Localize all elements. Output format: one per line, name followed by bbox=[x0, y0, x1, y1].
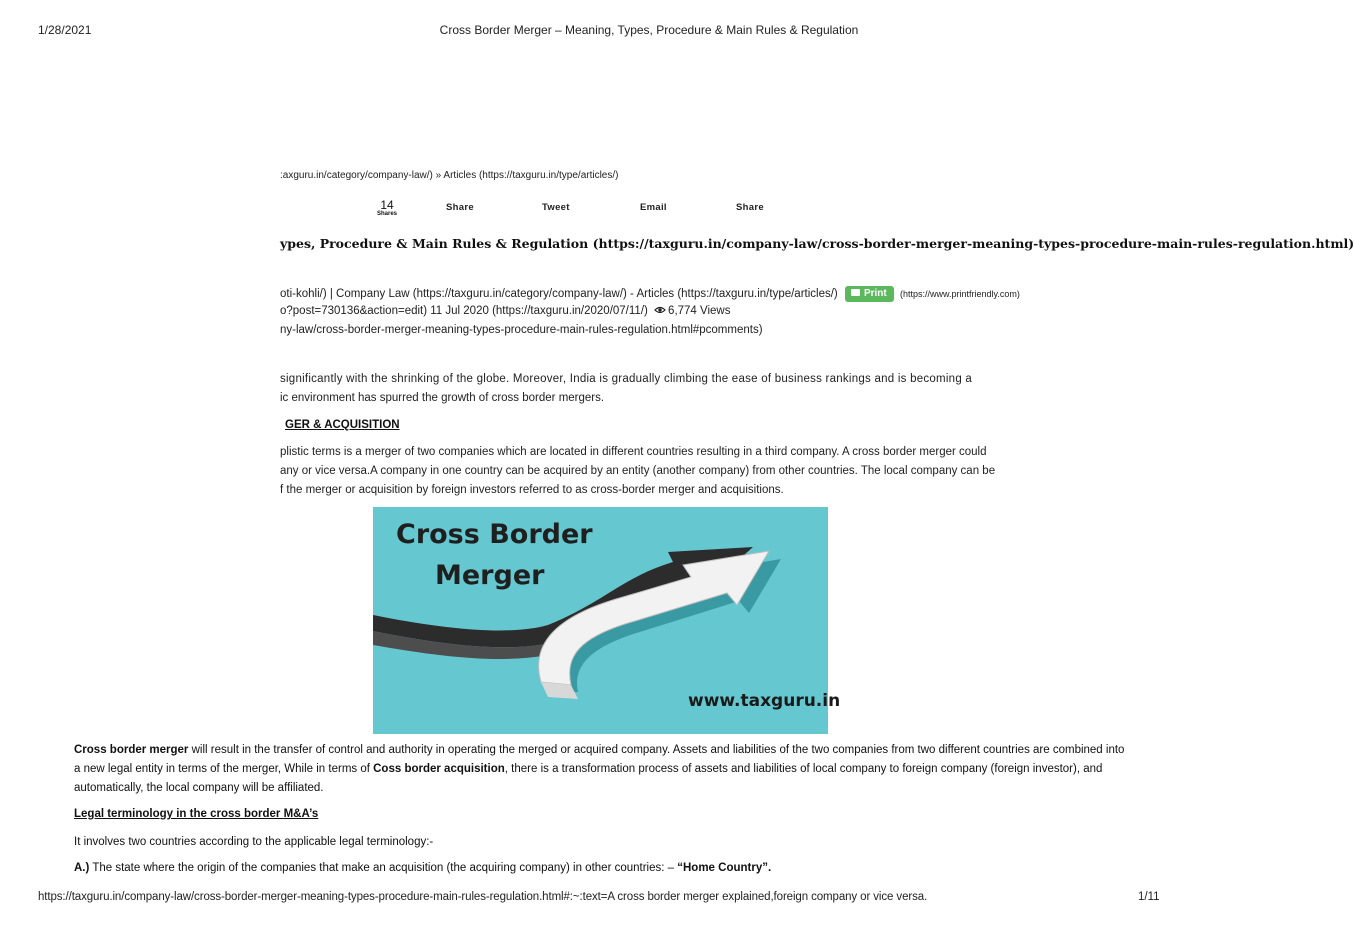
image-title-line-1: Cross Border bbox=[396, 519, 593, 550]
cross-border-merger-image bbox=[373, 507, 841, 734]
body-paragraph-1 bbox=[74, 741, 1134, 798]
body-p1-text-1: will result in the transfer of control and authority in operating the merged or acquired company. Assets and liabilities of the two companies from two different countries are combined into a new legal entity in terms of the merger, While in terms of bbox=[74, 744, 1125, 775]
share-count-number: 14 bbox=[380, 198, 394, 212]
printfriendly-link[interactable]: (https://www.printfriendly.com) bbox=[899, 289, 1020, 300]
intro-line-1: significantly with the shrinking of the globe. Moreover, India is gradually climbing the ease of business rankings and is becoming a bbox=[280, 373, 973, 385]
linkedin-share-button[interactable]: Share bbox=[736, 202, 764, 213]
author-category-links[interactable]: oti-kohli/) | Company Law (https://taxguru.in/category/company-law/) - Articles (https://taxguru.in/type/articles/) bbox=[280, 288, 838, 301]
date-link[interactable]: o?post=730136&action=edit) 11 Jul 2020 (https://taxguru.in/2020/07/11/) bbox=[280, 305, 648, 317]
print-page-number: 1/11 bbox=[1138, 891, 1160, 903]
section1-line-1: plistic terms is a merger of two companies which are located in different countries resulting in a third company. A cross border merger could bbox=[280, 446, 987, 458]
term-home-country: “Home Country”. bbox=[677, 862, 772, 874]
print-footer-url: https://taxguru.in/company-law/cross-border-merger-meaning-types-procedure-main-rules-regulation.html#:~:text=A cross border merger explained,foreign company or vice versa. bbox=[38, 891, 928, 903]
article-meta-line1 bbox=[280, 286, 1032, 302]
body-paragraph-2: It involves two countries according to the applicable legal terminology:- bbox=[74, 836, 434, 848]
term-cross-border-merger: Cross border merger bbox=[74, 744, 189, 756]
article-meta-line2 bbox=[280, 305, 1032, 317]
breadcrumb[interactable]: :axguru.in/category/company-law/) » Articles (https://taxguru.in/type/articles/) bbox=[280, 170, 619, 181]
section1-line-2: any or vice versa.A company in one country can be acquired by an entity (another company) from other countries. The local company can be bbox=[280, 465, 996, 477]
view-count: 6,774 Views bbox=[668, 305, 731, 317]
facebook-share-button[interactable]: Share bbox=[446, 202, 474, 213]
image-watermark-url: www.taxguru.in bbox=[688, 691, 841, 711]
eye-icon bbox=[654, 305, 666, 317]
image-title-line-2: Merger bbox=[435, 560, 545, 591]
print-label: Print bbox=[863, 288, 887, 299]
print-page-title: Cross Border Merger – Meaning, Types, Procedure & Main Rules & Regulation bbox=[439, 23, 859, 37]
share-count bbox=[372, 199, 402, 218]
term-cross-border-acquisition: Coss border acquisition bbox=[373, 763, 505, 775]
tweet-button[interactable]: Tweet bbox=[542, 202, 570, 213]
article-title[interactable]: ypes, Procedure & Main Rules & Regulation (https://taxguru.in/company-law/cross-border-merger-meaning-types-procedure-main-rules-regulation.html) bbox=[280, 236, 1354, 251]
section1-line-3: f the merger or acquisition by foreign investors referred to as cross-border merger and acquisitions. bbox=[280, 484, 784, 496]
body-paragraph-3 bbox=[74, 862, 771, 874]
legal-terminology-heading: Legal terminology in the cross border M&A’s bbox=[74, 808, 319, 820]
comments-link[interactable]: ny-law/cross-border-merger-meaning-types-procedure-main-rules-regulation.html#pcomments) bbox=[280, 324, 763, 336]
body-p3-text: The state where the origin of the companies that make an acquisition (the acquiring company) in other countries: – bbox=[89, 862, 678, 874]
email-share-button[interactable]: Email bbox=[640, 202, 667, 213]
share-count-unit: Shares bbox=[376, 211, 397, 217]
section-heading-merger-acquisition: GER & ACQUISITION bbox=[285, 419, 400, 431]
body-p1-text-2: , there is a transformation process of assets and liabilities of local company to foreign company (foreign investor), and automatically, the local company will be affiliated. bbox=[74, 763, 1103, 794]
list-marker-a: A.) bbox=[74, 862, 90, 874]
print-button[interactable] bbox=[845, 286, 894, 302]
intro-line-2: ic environment has spurred the growth of cross border mergers. bbox=[280, 392, 605, 404]
printer-icon bbox=[851, 289, 860, 296]
print-date: 1/28/2021 bbox=[38, 23, 92, 37]
